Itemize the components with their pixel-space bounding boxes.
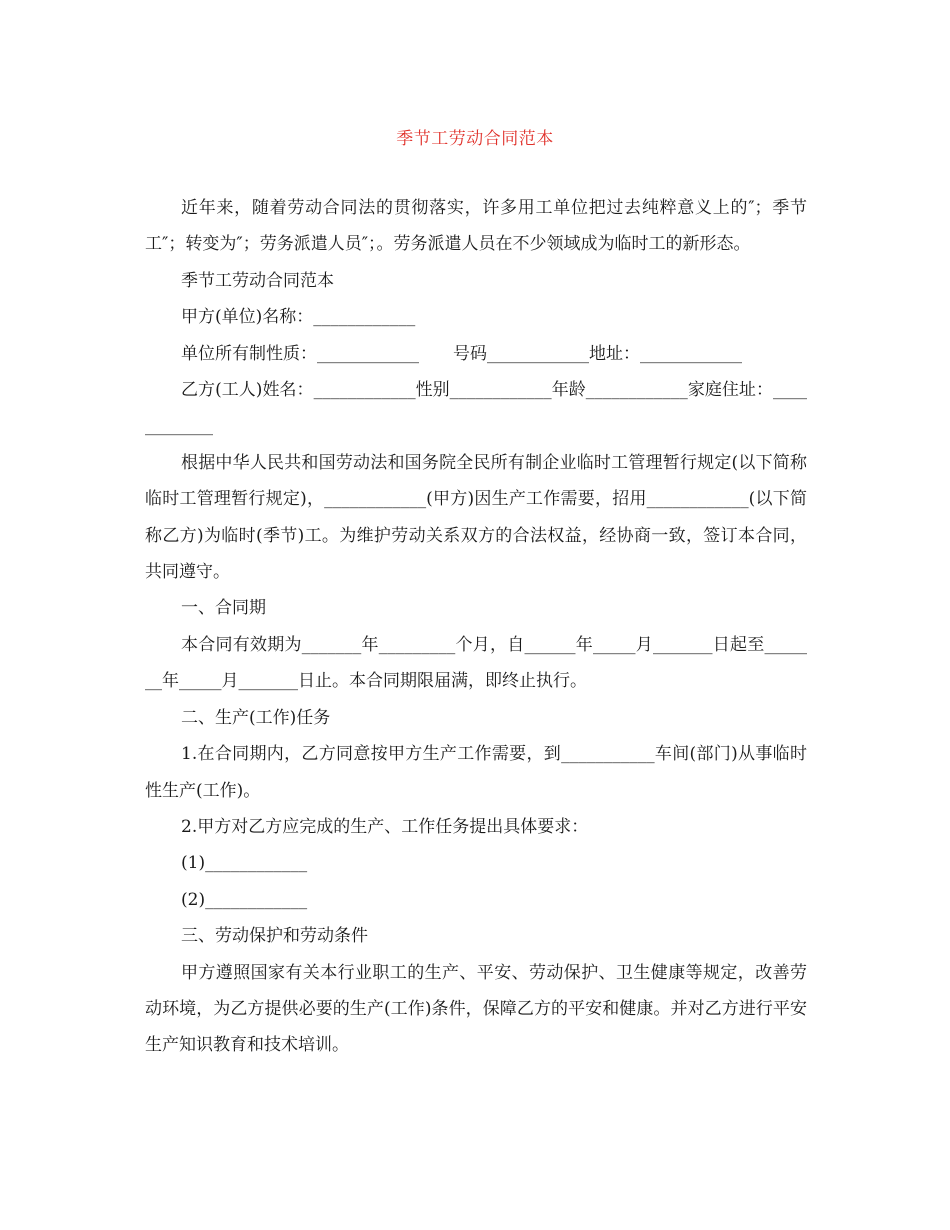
intro-paragraph: 近年来，随着劳动合同法的贯彻落实，许多用工单位把过去纯粹意义上的″；季节工″；转变为″；劳务派遣人员″；。劳务派遣人员在不少领域成为临时工的新形态。 — [145, 198, 807, 255]
task-blank-1: (1)____________ — [181, 853, 308, 874]
protection-paragraph: 甲方遵照国家有关本行业职工的生产、平安、劳动保护、卫生健康等规定，改善劳动环境，为乙方提供必要的生产(工作)条件，保障乙方的平安和健康。并对乙方进行平安生产知识教育和技术培训。 — [145, 962, 807, 1056]
document-body — [145, 190, 807, 1064]
section-heading-tasks: 二、生产(工作)任务 — [181, 707, 331, 728]
task-blank-2: (2)____________ — [181, 889, 308, 910]
party-a-name-line: 甲方(单位)名称：____________ — [181, 307, 416, 328]
task-item-1: 1.在合同期内，乙方同意按甲方生产工作需要，到___________车间(部门)从事临时性生产(工作)。 — [145, 744, 807, 801]
section-heading-protection: 三、劳动保护和劳动条件 — [181, 926, 368, 947]
party-b-info-line: 乙方(工人)姓名：____________性别____________年龄____________家庭住址：____________ — [145, 380, 807, 437]
preamble-paragraph: 根据中华人民共和国劳动法和国务院全民所有制企业临时工管理暂行规定(以下简称临时工管理暂行规定)，____________(甲方)因生产工作需要，招用____________(以下简称乙方)为临时(季节)工。为维护劳动关系双方的合法权益，经协商一致，签订本合同，共同遵守。 — [145, 452, 807, 583]
document-title: 季节工劳动合同范本 — [396, 129, 554, 149]
section-heading-term: 一、合同期 — [181, 598, 266, 619]
contract-subtitle: 季节工劳动合同范本 — [181, 270, 334, 291]
ownership-line: 单位所有制性质：____________ 号码____________地址：____________ — [181, 343, 742, 364]
term-paragraph: 本合同有效期为_______年_________个月，自______年_____月_______日起至_______年_____月_______日止。本合同期限届满，即终止执行。 — [145, 634, 807, 692]
task-item-2: 2.甲方对乙方应完成的生产、工作任务提出具体要求： — [181, 816, 589, 837]
